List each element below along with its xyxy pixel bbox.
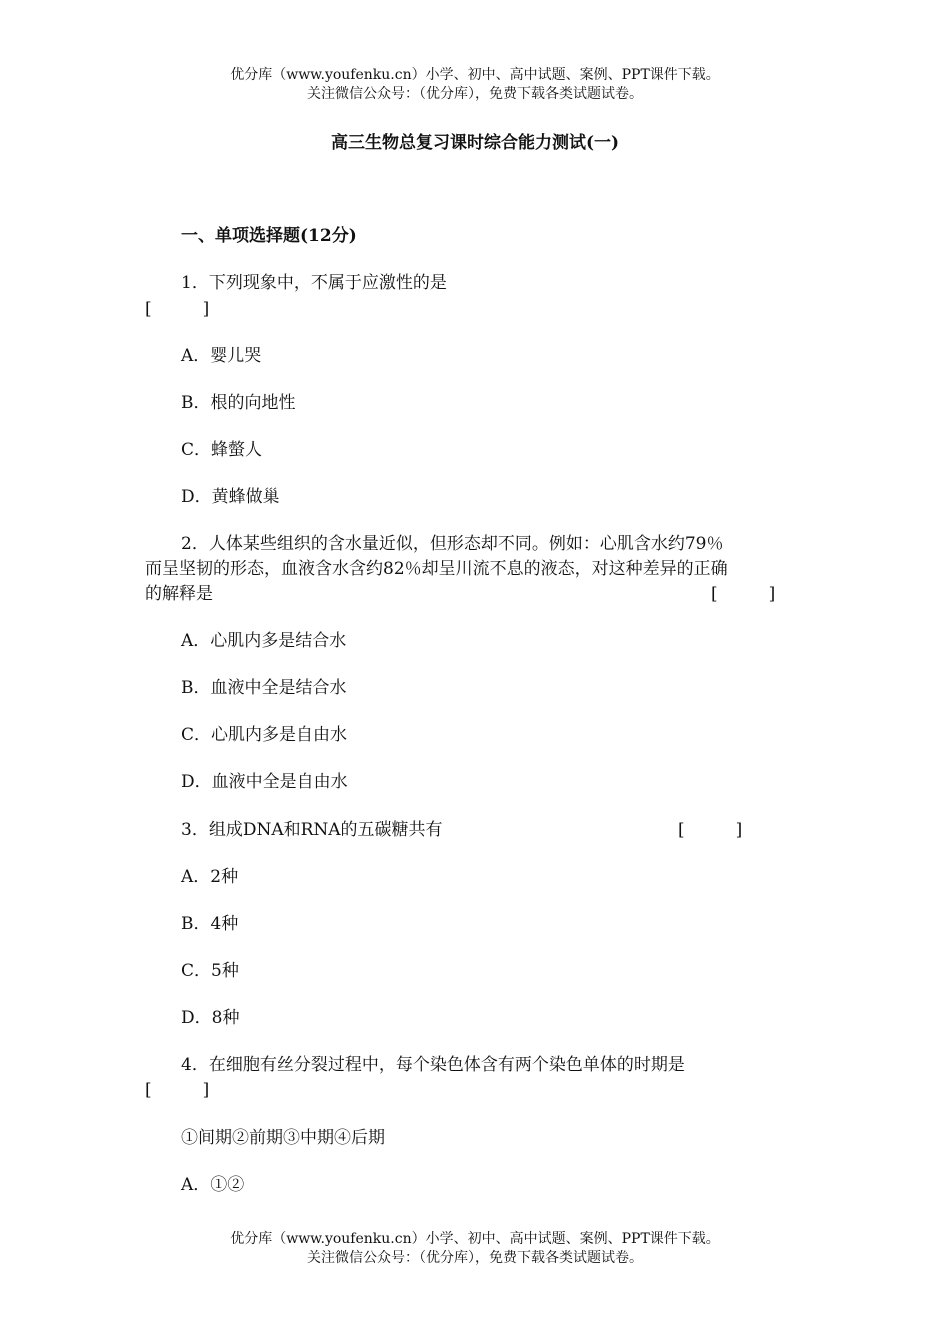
question-2-option-d: D．血液中全是自由水	[181, 772, 348, 792]
question-2-stem-line-1: 2．人体某些组织的含水量近似，但形态却不同。例如：心肌含水约79％	[181, 534, 724, 554]
question-3-option-d: D．8种	[181, 1008, 240, 1028]
question-2-stem-line-3: 的解释是	[145, 584, 213, 604]
header-line-2: 关注微信公众号：（优分库），免费下载各类试题试卷。	[307, 86, 643, 102]
question-3-option-a: A．2种	[181, 867, 239, 887]
question-3-option-b: B．4种	[181, 914, 239, 934]
question-2-option-b: B．血液中全是结合水	[181, 678, 347, 698]
question-2-stem-line-2: 而呈坚韧的形态，血液含水含约82％却呈川流不息的液态，对这种差异的正确	[145, 559, 728, 579]
footer-line-1: 优分库（www.youfenku.cn）小学、初中、高中试题、案例、PPT课件下载。	[230, 1231, 720, 1247]
question-2-answer-bracket: [ ]	[711, 584, 776, 604]
question-4-sub-list: ①间期②前期③中期④后期	[181, 1128, 385, 1148]
footer-line-2: 关注微信公众号：（优分库），免费下载各类试题试卷。	[307, 1250, 643, 1266]
question-2-option-a: A．心肌内多是结合水	[181, 631, 347, 651]
question-1-option-a: A．婴儿哭	[181, 346, 262, 366]
question-3-stem: 3．组成DNA和RNA的五碳糖共有	[181, 820, 443, 840]
question-1-answer-bracket: [ ]	[145, 299, 210, 319]
question-2-option-c: C．心肌内多是自由水	[181, 725, 348, 745]
question-4-stem: 4．在细胞有丝分裂过程中，每个染色体含有两个染色单体的时期是	[181, 1055, 685, 1075]
question-3-option-c: C．5种	[181, 961, 239, 981]
question-1-stem: 1．下列现象中，不属于应激性的是	[181, 273, 447, 293]
question-4-answer-bracket: [ ]	[145, 1080, 210, 1100]
question-1-option-c: C．蜂螫人	[181, 440, 263, 460]
section-heading: 一、单项选择题(12分)	[181, 226, 357, 246]
question-1-option-b: B．根的向地性	[181, 393, 296, 413]
header-line-1: 优分库（www.youfenku.cn）小学、初中、高中试题、案例、PPT课件下载。	[230, 67, 720, 83]
question-3-answer-bracket: [ ]	[678, 820, 743, 840]
question-4-option-a: A．①②	[181, 1175, 245, 1195]
page-title: 高三生物总复习课时综合能力测试(一)	[330, 133, 620, 153]
question-1-option-d: D．黄蜂做巢	[181, 487, 280, 507]
